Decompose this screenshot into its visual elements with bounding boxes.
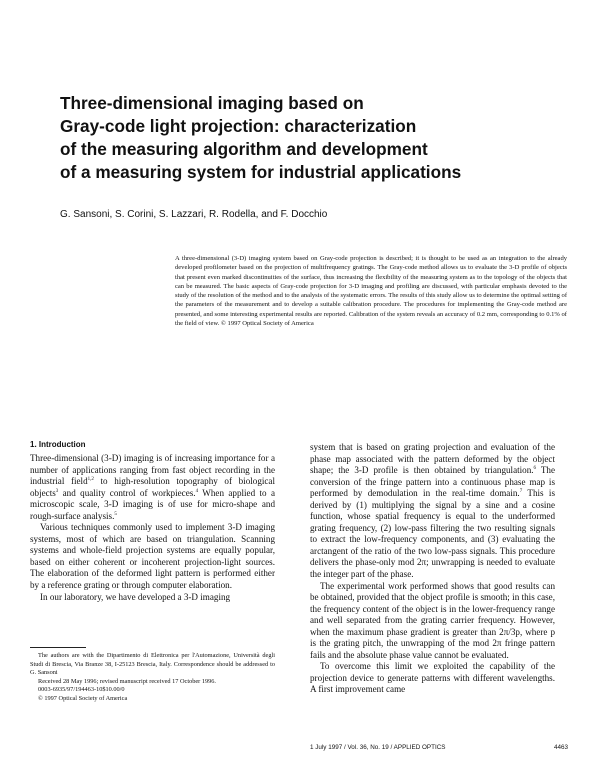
- page-footer: [310, 744, 568, 752]
- reference-mark: 7: [519, 489, 523, 495]
- intro-p1-text-c: and quality control of workpieces.: [58, 487, 196, 498]
- left-column: [30, 440, 275, 603]
- intro-p1-text-a: Three-dimensional (3-D) imaging is of increasing importance for a number of applications ranging from fast object recording in the industrial field: [30, 453, 275, 487]
- right-p1-text-a: system that is based on grating projection and evaluation of the phase map associated with the pattern deformed by the object shape; the 3-D profile is then obtained by triangulation.: [310, 442, 555, 476]
- intro-paragraph-2: Various techniques commonly used to implement 3-D imaging systems, most of which are based on triangulation. Scanning systems and whole-field projection systems are equally popular, based on either coherent or incoherent projection-light sources. The elaboration of the deformed light pattern is performed either by a reference grating or through computer elaboration.: [30, 522, 275, 591]
- journal-citation: 1 July 1997 / Vol. 36, No. 19 / APPLIED OPTICS: [310, 744, 446, 751]
- footnote-affiliation: The authors are with the Dipartimento di Elettronica per l'Automazione, Università degli Studi di Brescia, Via Branze 38, I-25123 Brescia, Italy. Correspondence should be addressed to G. Sansoni: [30, 652, 275, 677]
- right-column: [310, 442, 555, 696]
- abstract: A three-dimensional (3-D) imaging system based on Gray-code projection is described; it is thought to be used as an integration to the already developed profilometer based on the projection of multifrequency gratings. The Gray-code method allows us to evaluate the 3-D profile of objects that present even marked discontinuities of the surface, thus increasing the flexibility of the measuring system as to the topology of the objects that can be measured. The basic aspects of Gray-code projection for 3-D imaging and profiling are discussed, with particular emphasis devoted to the study of the resolution of the method and to the analysis of the systematic errors. The results of this study allow us to determine the optimal setting of the parameters of the measurement and to develop a suitable calibration procedure. The procedures for implementing the Gray-code method are presented, and some interesting experimental results are reported. Calibration of the system reveals an accuracy of 0.2 mm, corresponding to 0.1% of the field of view. © 1997 Optical Society of America: [175, 255, 567, 328]
- article-title: Three-dimensional imaging based on Gray-code light projection: characterization of the measuring algorithm and development of a measuring system for industrial applications: [60, 93, 462, 182]
- intro-paragraph-3: In our laboratory, we have developed a 3-D imaging: [40, 591, 231, 602]
- right-p1-text-c: This is derived by (1) multiplying the signal by a sine and a cosine function, whose spatial frequency is equal to the underformed grating frequency, (2) low-pass filtering the two resulting signals to extract the low-frequency components, and (3) evaluating the arctangent of the ratio of the two low-pass signals. This procedure delivers the phase-only mod 2π; unwrapping is needed to evaluate the integer part of the phase.: [310, 488, 555, 580]
- right-paragraph-3: To overcome this limit we exploited the capability of the projection device to generate patterns with different wavelengths. A first improvement came: [310, 661, 555, 695]
- author-list: G. Sansoni, S. Corini, S. Lazzari, R. Rodella, and F. Docchio: [60, 209, 328, 220]
- page-number: 4463: [553, 744, 568, 751]
- reference-mark: 6: [533, 466, 537, 472]
- footnote-divider: [30, 647, 86, 648]
- footnote-code: 0003-6935/97/194463-10$10.00/0: [38, 686, 125, 694]
- intro-p1-text-b: to high-resolution topography of biological objects: [30, 476, 275, 498]
- footnotes: [30, 652, 275, 704]
- reference-mark: 5: [114, 511, 117, 517]
- right-paragraph-2: The experimental work performed shows that good results can be obtained, provided that the object profile is smooth; in this case, the frequency content of the object is in the lower-frequency range and well separated from the grating carrier frequency. However, when the maximum phase gradient is greater than 2π/3p, where p is the grating pitch, the unwrapping of the mod 2π fringe pattern fails and the absolute phase value cannot be evaluated.: [310, 580, 555, 660]
- section-heading-introduction: 1. Introduction: [30, 440, 86, 449]
- reference-mark: 4: [195, 488, 199, 494]
- intro-paragraph-1: [30, 453, 275, 522]
- intro-p1-text-d: When applied to a microscopic scale, 3-D imaging is of use for micro-shape and rough-surface analysis.: [30, 487, 275, 521]
- reference-mark: 1,2: [87, 477, 94, 483]
- right-paragraph-1: [310, 442, 555, 581]
- reference-mark: 3: [55, 488, 59, 494]
- footnote-received: Received 28 May 1996; revised manuscript received 17 October 1996.: [38, 677, 217, 685]
- footnote-copyright: © 1997 Optical Society of America: [38, 694, 128, 702]
- right-p1-text-b: The conversion of the fringe pattern into a continuous phase map is performed by demodulation in the real-time domain.: [310, 465, 555, 499]
